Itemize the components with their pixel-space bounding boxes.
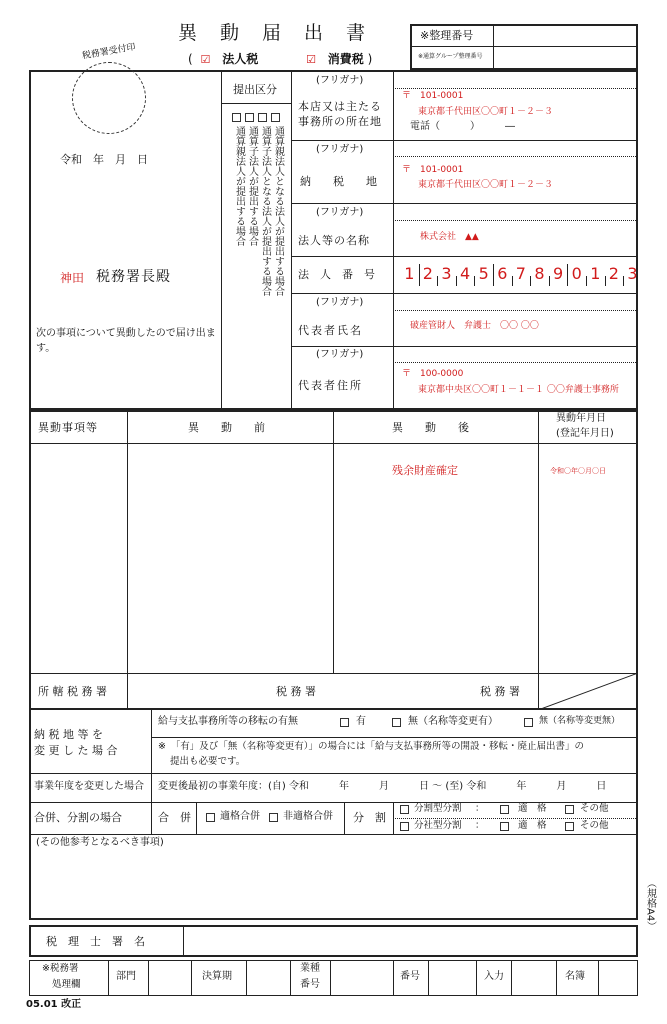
relocation-no-changed-checkbox[interactable] <box>392 718 401 727</box>
divider <box>290 960 291 996</box>
relocation-yes: 有 <box>356 716 366 727</box>
submission-checkbox-2[interactable] <box>245 113 254 122</box>
divider <box>29 773 638 774</box>
hq-postal[interactable]: 〒 101-0001 <box>402 91 464 101</box>
split-type-2-label: 分社型分割 <box>414 820 462 831</box>
divider <box>183 925 184 957</box>
split-type-1-other: その他 <box>580 803 609 814</box>
office-name: 神田 <box>60 271 85 285</box>
split-type-1-colon: ： <box>475 803 485 814</box>
items-cell[interactable] <box>30 444 126 672</box>
relocation-no-unchanged-checkbox[interactable] <box>524 718 533 727</box>
corp-number-digit[interactable]: 1 <box>590 264 601 283</box>
before-tax-office-word: 税 務 署 <box>276 685 316 698</box>
divider <box>246 960 247 996</box>
corp-number-label: 法 人 番 号 <box>298 268 375 281</box>
digit-separator <box>567 264 568 286</box>
digit-separator <box>474 276 475 286</box>
before-cell[interactable] <box>128 444 332 672</box>
office-register-label: 名簿 <box>565 971 585 982</box>
submission-checkbox-4[interactable] <box>271 113 280 122</box>
divider <box>393 88 638 89</box>
non-qualified-merger-checkbox[interactable] <box>269 813 278 822</box>
tax-place-address[interactable]: 東京都千代田区〇〇町１－２－３ <box>418 180 554 190</box>
tax-place-postal[interactable]: 〒 101-0001 <box>402 165 464 175</box>
col-after-header: 異 動 後 <box>392 421 469 434</box>
merger-label: 合併、分割の場合 <box>34 811 122 824</box>
consumption-tax-label: 消費税 <box>327 52 364 66</box>
office-fiscal-label: 決算期 <box>202 971 232 982</box>
divider <box>108 960 109 996</box>
office-industry-label-1: 業種 <box>300 963 320 974</box>
revision-footer: 05.01 改正 <box>26 999 82 1010</box>
merger-word: 合 併 <box>158 811 191 824</box>
divider <box>151 737 638 738</box>
split-type-1-qualified: 適 格 <box>518 803 547 814</box>
corp-number-digit[interactable]: 9 <box>553 264 564 283</box>
consumption-tax-checkbox[interactable]: ☑ <box>306 53 316 66</box>
reception-stamp-label: 税務署受付印 <box>81 42 137 62</box>
office-dept-label: 部門 <box>116 971 136 982</box>
form-title: 異 動 届 出 書 <box>178 22 368 44</box>
hq-address[interactable]: 東京都千代田区〇〇町１－２－３ <box>418 107 554 117</box>
after-value[interactable]: 残余財産確定 <box>392 464 458 477</box>
divider <box>291 346 638 347</box>
other-field[interactable] <box>31 852 636 918</box>
corp-name-label: 法人等の名称 <box>298 234 370 247</box>
office-use-label-1: ※税務署 <box>42 963 79 974</box>
corp-number-digits <box>396 258 638 292</box>
divider <box>393 960 394 996</box>
office-input-label: 入力 <box>484 971 504 982</box>
divider <box>29 834 638 835</box>
paren-close: ) <box>367 52 373 66</box>
hq-label-line2: 事務所の所在地 <box>298 115 382 128</box>
divider <box>428 960 429 996</box>
relocation-note-1: ※ 「有」及び「無（名称等変更有）」の場合には「給与支払事務所等の開設・移転・廃止届出書」の <box>158 741 584 752</box>
divider <box>291 293 638 294</box>
hq-label-line1: 本店又は主たる <box>298 100 382 113</box>
split-type-2-checkbox[interactable] <box>400 822 409 831</box>
digit-separator <box>437 276 438 286</box>
jurisdiction-label: 所 轄 税 務 署 <box>38 685 107 698</box>
digit-separator <box>623 276 624 286</box>
corp-name-value[interactable]: 株式会社 ▲▲ <box>420 232 479 242</box>
corp-number-digit[interactable]: 3 <box>441 264 452 283</box>
submission-option-2: 通算子法人となる法人が提出する場合 <box>259 126 271 296</box>
qualified-merger-label: 適格合併 <box>220 811 260 822</box>
relocation-yes-checkbox[interactable] <box>340 718 349 727</box>
corp-number-digit[interactable]: 5 <box>478 264 489 283</box>
divider <box>344 802 345 834</box>
corp-number-digit[interactable]: 2 <box>608 264 619 283</box>
rep-postal[interactable]: 〒 100-0000 <box>402 369 464 379</box>
divider <box>393 70 394 410</box>
col-items-header: 異動事項等 <box>38 421 98 434</box>
diagonal-slash <box>538 673 638 710</box>
split-type-1-label: 分割型分割 <box>414 803 462 814</box>
office-suffix: 税務署長殿 <box>96 269 171 285</box>
furigana-label-rep-addr: (フリガナ) <box>316 349 364 360</box>
phone-label[interactable]: 電話（ ） ― <box>410 121 515 132</box>
submission-option-1: 通算親法人となる法人が提出する場合 <box>272 126 284 296</box>
other-label: (その他参考となるべき事項) <box>36 837 164 848</box>
col-before-header: 異 動 前 <box>188 421 265 434</box>
col-date-header-1: 異動年月日 <box>556 413 606 424</box>
divider <box>151 710 152 834</box>
divider <box>511 960 512 996</box>
split-type-2-qualified-checkbox[interactable] <box>500 822 509 831</box>
seiri-number-field[interactable] <box>494 25 636 45</box>
divider <box>393 156 638 157</box>
relocation-question: 給与支払事務所等の移転の有無 <box>158 716 298 727</box>
divider <box>291 203 638 204</box>
fiscal-year-label: 事業年度を変更した場合 <box>34 781 144 792</box>
submission-option-4: 通算親法人が提出する場合 <box>233 126 245 246</box>
digit-separator <box>512 276 513 286</box>
rep-name-label: 代表者氏名 <box>298 324 363 337</box>
digit-separator <box>493 264 494 286</box>
submission-label: 提出区分 <box>233 83 277 96</box>
non-qualified-merger-label: 非適格合併 <box>283 811 333 822</box>
furigana-label-name: (フリガナ) <box>316 207 364 218</box>
corp-number-digit[interactable]: 4 <box>460 264 471 283</box>
corp-number-digit[interactable]: 1 <box>404 264 415 283</box>
split-type-1-qualified-checkbox[interactable] <box>500 805 509 814</box>
divider <box>393 362 638 363</box>
divider <box>221 70 222 410</box>
digit-separator <box>586 276 587 286</box>
split-type-2-qualified: 適 格 <box>518 820 547 831</box>
divider <box>393 310 638 311</box>
corp-number-digit[interactable]: 2 <box>422 264 433 283</box>
col-date-header-2: (登記年月日) <box>556 428 614 439</box>
split-type-1-other-checkbox[interactable] <box>565 805 574 814</box>
split-type-2-other: その他 <box>580 820 609 831</box>
digit-separator <box>549 276 550 286</box>
digit-separator <box>530 276 531 286</box>
divider <box>333 410 334 673</box>
paren-open: ( <box>188 52 193 66</box>
date-value[interactable]: 令和〇年〇月〇日 <box>550 467 606 475</box>
tax-place-label: 納 税 地 <box>300 175 377 188</box>
notice-text: 次の事項について異動したので届け出ます。 <box>36 328 216 354</box>
paper-size-note: （規格A4） <box>644 878 656 932</box>
divider <box>291 140 638 141</box>
relocation-no-changed: 無（名称等変更有） <box>408 716 498 727</box>
rep-name-value[interactable]: 破産管財人 弁護士 〇〇 〇〇 <box>410 321 539 331</box>
digit-separator <box>456 276 457 286</box>
office-number-label: 番号 <box>400 971 420 982</box>
group-number-field[interactable] <box>494 47 636 69</box>
corporate-tax-label: 法人税 <box>222 52 259 66</box>
split-word: 分 割 <box>353 811 386 824</box>
digit-separator <box>419 264 420 286</box>
group-number-label: ※通算グループ整理番号 <box>418 53 483 60</box>
after-tax-office-word: 税 務 署 <box>480 685 520 698</box>
split-type-2-colon: ： <box>475 820 485 831</box>
corp-number-digit[interactable]: 7 <box>515 264 526 283</box>
divider <box>330 960 331 996</box>
qualified-merger-checkbox[interactable] <box>206 813 215 822</box>
tax-accountant-label: 税 理 士 署 名 <box>46 935 145 948</box>
divider <box>221 103 291 104</box>
furigana-label-tax: (フリガナ) <box>316 144 364 155</box>
divider <box>538 410 539 710</box>
divider <box>191 960 192 996</box>
divider <box>598 960 599 996</box>
reception-stamp-circle <box>72 62 146 134</box>
corporate-tax-checkbox[interactable]: ☑ <box>200 53 211 66</box>
relocation-label-1: 納 税 地 等 を <box>34 728 103 741</box>
divider <box>393 818 638 819</box>
divider <box>291 256 638 257</box>
divider <box>476 960 477 996</box>
tax-accountant-signature-field[interactable] <box>185 927 636 955</box>
fiscal-year-text[interactable]: 変更後最初の事業年度：(自) 令和 年 月 日 〜 (至) 令和 年 月 日 <box>158 781 607 792</box>
split-type-1-checkbox[interactable] <box>400 805 409 814</box>
divider <box>148 960 149 996</box>
split-type-2-other-checkbox[interactable] <box>565 822 574 831</box>
office-industry-label-2: 番号 <box>300 979 320 990</box>
divider <box>291 70 292 410</box>
office-use-label-2: 処理欄 <box>52 979 81 990</box>
furigana-label-hq: (フリガナ) <box>316 75 364 86</box>
corp-number-digit[interactable]: 0 <box>571 264 582 283</box>
divider <box>556 960 557 996</box>
corp-number-digit[interactable]: 3 <box>627 264 638 283</box>
relocation-note-2: 提出も必要です。 <box>170 756 246 767</box>
relocation-no-unchanged: 無（名称等変更無） <box>539 716 621 726</box>
corp-number-digit[interactable]: 6 <box>497 264 508 283</box>
submission-checkbox-1[interactable] <box>232 113 241 122</box>
relocation-label-2: 変 更 し た 場 合 <box>34 744 118 757</box>
rep-address[interactable]: 東京都中央区〇〇町１－１－１ 〇〇弁護士事務所 <box>418 385 619 395</box>
submission-checkbox-3[interactable] <box>258 113 267 122</box>
furigana-label-rep: (フリガナ) <box>316 297 364 308</box>
digit-separator <box>605 276 606 286</box>
tax-type-row <box>188 50 372 67</box>
rep-address-label: 代表者住所 <box>298 379 363 392</box>
date-line: 令和 年 月 日 <box>60 153 148 166</box>
seiri-number-label: ※整理番号 <box>420 29 474 42</box>
divider <box>196 802 197 834</box>
submission-option-3: 通算子法人が提出する場合 <box>246 126 258 246</box>
corp-number-digit[interactable]: 8 <box>534 264 545 283</box>
divider <box>393 220 638 221</box>
